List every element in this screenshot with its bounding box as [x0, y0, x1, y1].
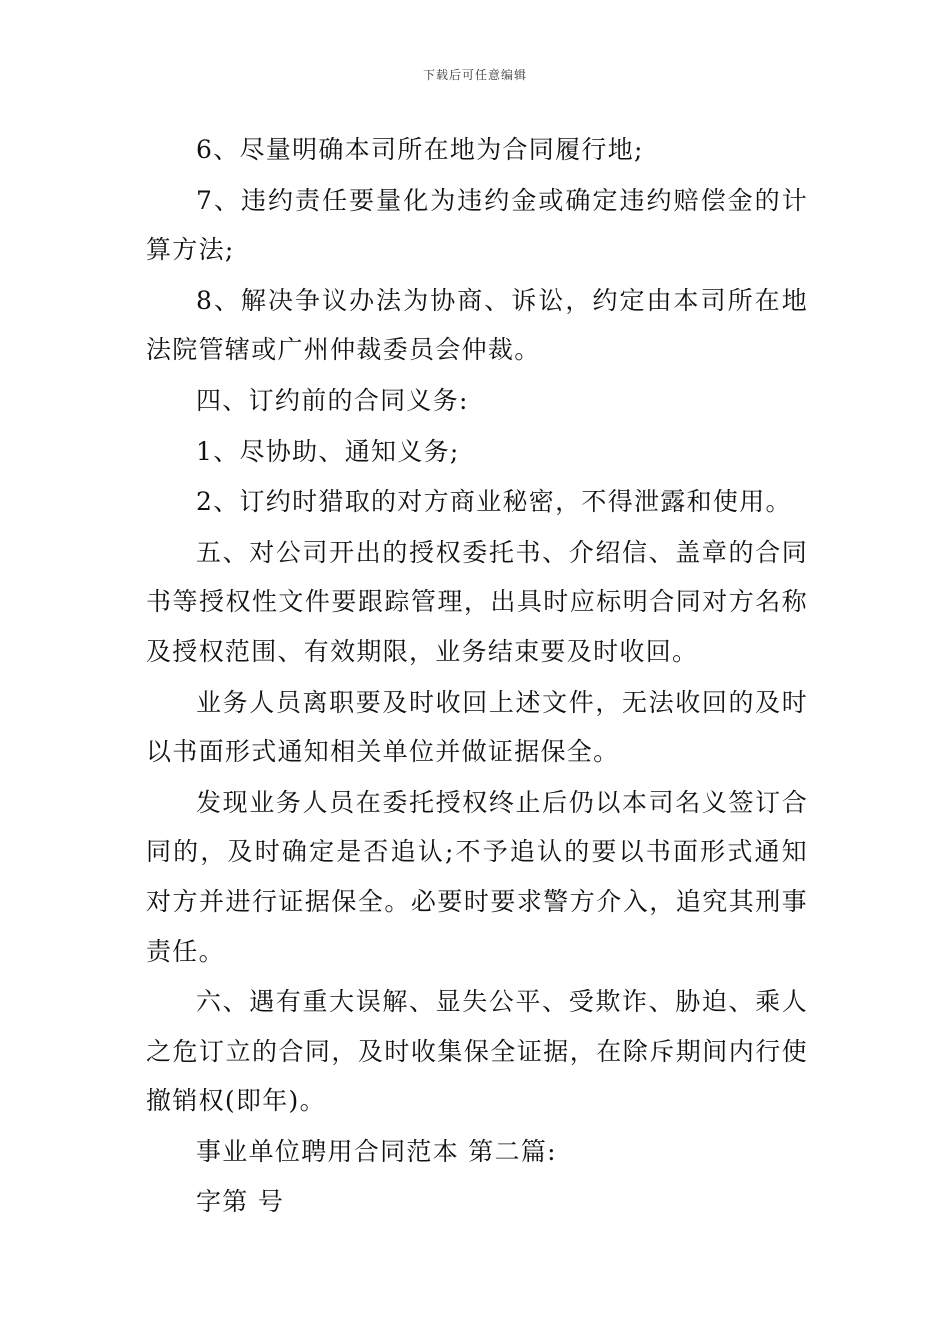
page-header: 下载后可任意编辑 — [422, 68, 527, 82]
paragraph-item-8: 8、解决争议办法为协商、诉讼，约定由本司所在地法院管辖或广州仲裁委员会仲裁。 — [146, 285, 808, 365]
section-heading-4: 四、订约前的合同义务: — [196, 385, 469, 415]
section-paragraph-5: 五、对公司开出的授权委托书、介绍信、盖章的合同书等授权性文件要跟踪管理，出具时应标明合同对方名称及授权范围、有效期限，业务结束要及时收回。 — [146, 537, 808, 666]
document-body — [146, 125, 808, 1228]
paragraph-item-6: 6、尽量明确本司所在地为合同履行地; — [196, 135, 644, 164]
section-paragraph-6: 六、遇有重大误解、显失公平、受欺诈、胁迫、乘人之危订立的合同，及时收集保全证据，在除斥期间内行使撤销权(即年)。 — [146, 987, 808, 1116]
chapter-title: 事业单位聘用合同范本 第二篇: — [196, 1136, 557, 1166]
paragraph-duty-1: 1、尽协助、通知义务; — [196, 436, 460, 466]
paragraph-resignation: 业务人员离职要及时收回上述文件，无法收回的及时以书面形式通知相关单位并做证据保全。 — [146, 687, 808, 767]
paragraph-authorization: 发现业务人员在委托授权终止后仍以本司名义签订合同的，及时确定是否追认;不予追认的要以书面形式通知对方并进行证据保全。必要时要求警方介入，追究其刑事责任。 — [146, 787, 808, 966]
paragraph-item-7: 7、违约责任要量化为违约金或确定违约赔偿金的计算方法; — [146, 185, 808, 265]
document-number-line: 字第 号 — [196, 1187, 285, 1217]
paragraph-duty-2: 2、订约时猎取的对方商业秘密，不得泄露和使用。 — [196, 487, 792, 517]
